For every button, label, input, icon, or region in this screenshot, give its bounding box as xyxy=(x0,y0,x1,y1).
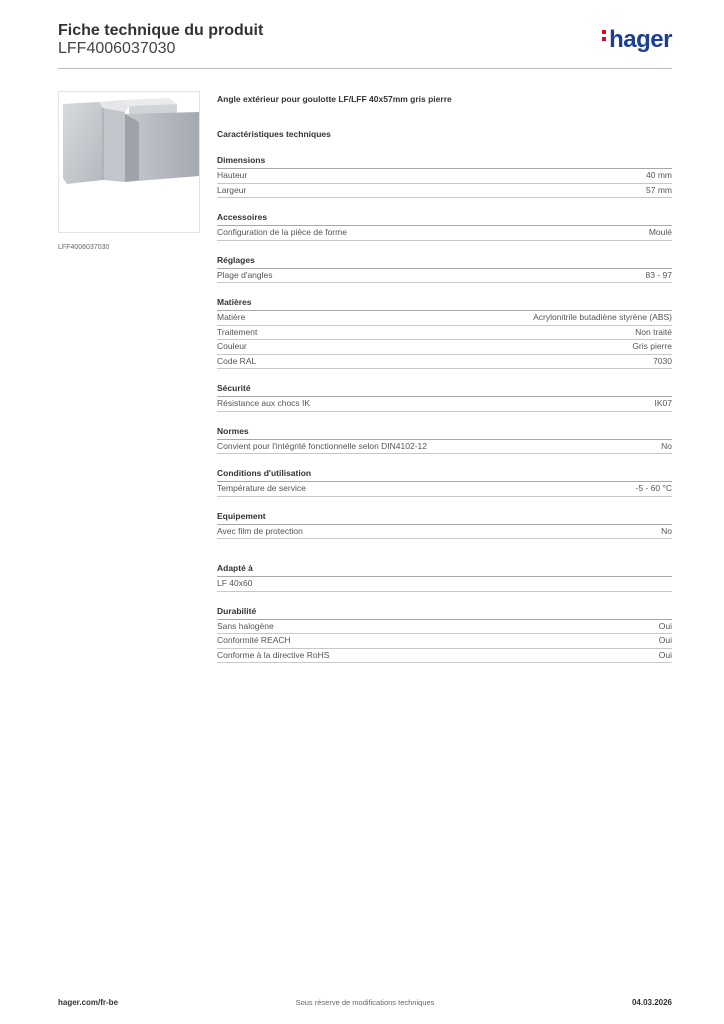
logo-text: hager xyxy=(609,26,672,53)
section-title: Adapté à xyxy=(217,563,672,577)
spec-section xyxy=(217,155,672,198)
hager-logo xyxy=(602,26,672,54)
spec-label: Largeur xyxy=(217,184,247,195)
spec-value: Oui xyxy=(658,620,672,631)
spec-label: Plage d'angles xyxy=(217,269,273,280)
spec-value: -5 - 60 °C xyxy=(635,483,672,493)
spec-label: Convient pour l'intégrité fonctionnelle selon DIN4102-12 xyxy=(217,440,428,451)
spec-section xyxy=(217,383,672,412)
spec-value: Oui xyxy=(658,635,672,645)
spec-value: 83 - 97 xyxy=(645,269,672,280)
specifications xyxy=(217,94,672,663)
section-title: Sécurité xyxy=(217,383,672,397)
spec-value: Oui xyxy=(658,649,672,660)
image-caption: LFF4006037030 xyxy=(58,244,110,251)
section-title: Matières xyxy=(217,297,672,311)
spec-value: 40 mm xyxy=(646,170,672,180)
spec-value: Non traité xyxy=(635,326,672,337)
product-image xyxy=(58,91,200,233)
spec-value: IK07 xyxy=(654,398,672,408)
section-title: Réglages xyxy=(217,255,672,269)
footer-website: hager.com/fr-be xyxy=(58,998,119,1007)
spec-row xyxy=(217,340,672,355)
spec-row xyxy=(217,184,672,199)
specs-heading: Caractéristiques techniques xyxy=(217,129,331,139)
section-title: Normes xyxy=(217,426,672,440)
spec-row xyxy=(217,634,672,649)
spec-row xyxy=(217,577,672,592)
spec-sections xyxy=(217,155,672,663)
spec-row xyxy=(217,226,672,241)
section-title: Equipement xyxy=(217,511,672,525)
spec-value: Moulé xyxy=(648,227,672,237)
spec-label: Configuration de la pièce de forme xyxy=(217,227,347,237)
spec-label: LF 40x60 xyxy=(217,578,253,588)
spec-row xyxy=(217,269,672,284)
spec-section xyxy=(217,255,672,284)
spec-section xyxy=(217,426,672,455)
spec-row xyxy=(217,311,672,326)
spec-row xyxy=(217,649,672,664)
spec-label: Température de service xyxy=(217,483,306,493)
spec-value: 57 mm xyxy=(646,184,672,195)
spec-section xyxy=(217,606,672,664)
spec-row xyxy=(217,326,672,341)
spec-section xyxy=(217,212,672,241)
spec-row xyxy=(217,482,672,497)
spec-label: Matière xyxy=(217,312,246,322)
spec-value: No xyxy=(661,525,672,536)
spec-value: Acrylonitrile butadiène styrène (ABS) xyxy=(533,312,672,322)
spec-row xyxy=(217,169,672,184)
spec-label: Code RAL xyxy=(217,355,257,366)
spec-label: Traitement xyxy=(217,326,258,337)
section-title: Conditions d'utilisation xyxy=(217,468,672,482)
footer-notice: Sous réserve de modifications techniques xyxy=(295,998,435,1007)
spec-label: Conforme à la directive RoHS xyxy=(217,649,330,660)
section-title: Dimensions xyxy=(217,155,672,169)
spec-section xyxy=(217,563,672,592)
spec-label: Sans halogène xyxy=(217,620,274,631)
spec-row xyxy=(217,397,672,412)
section-title: Accessoires xyxy=(217,212,672,226)
spec-row xyxy=(217,620,672,635)
spec-row xyxy=(217,440,672,455)
spec-label: Couleur xyxy=(217,341,247,351)
page-title: Fiche technique du produit xyxy=(58,22,264,39)
page-header xyxy=(58,20,672,70)
spec-section xyxy=(217,468,672,497)
spec-section xyxy=(217,297,672,369)
section-title: Durabilité xyxy=(217,606,672,620)
spec-row xyxy=(217,525,672,540)
header-divider xyxy=(58,68,672,69)
spec-value: No xyxy=(661,440,672,451)
footer-date: 04.03.2026 xyxy=(631,998,672,1007)
spec-label: Hauteur xyxy=(217,170,248,180)
spec-label: Résistance aux chocs IK xyxy=(217,398,311,408)
spec-value: Gris pierre xyxy=(632,341,672,351)
product-angle-illustration xyxy=(59,92,199,232)
logo-dots-icon xyxy=(602,27,607,44)
product-reference: LFF4006037030 xyxy=(58,40,176,57)
spec-section xyxy=(217,511,672,540)
spec-row xyxy=(217,355,672,370)
spec-label: Avec film de protection xyxy=(217,525,303,536)
spec-label: Conformité REACH xyxy=(217,635,291,645)
product-description: Angle extérieur pour goulotte LF/LFF 40x57mm gris pierre xyxy=(217,94,452,104)
spec-value: 7030 xyxy=(653,355,672,366)
